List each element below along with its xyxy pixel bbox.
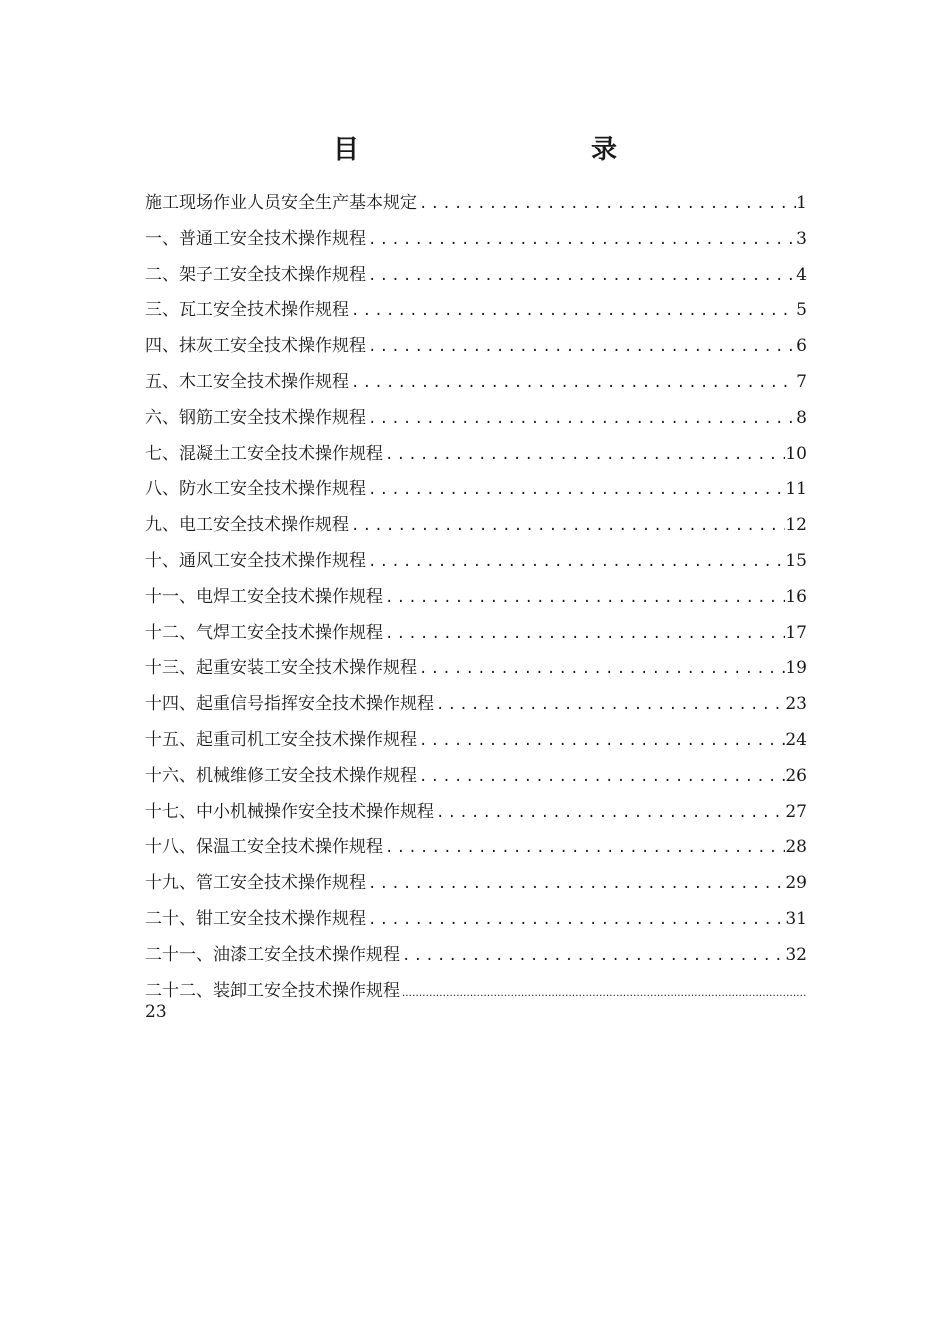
toc-page-number: 19 — [785, 658, 807, 679]
toc-entry-label: 十、通风工安全技术操作规程 — [145, 550, 366, 571]
toc-page-number: 8 — [796, 407, 807, 428]
toc-dot-leader — [417, 724, 785, 760]
toc-page-number: 16 — [785, 586, 807, 607]
toc-entry[interactable] — [145, 866, 807, 902]
toc-entry[interactable] — [145, 795, 807, 831]
toc-page-number: 28 — [785, 837, 807, 858]
toc-entry[interactable] — [145, 723, 807, 759]
toc-entry[interactable] — [145, 365, 807, 401]
toc-entry-label: 十三、起重安装工安全技术操作规程 — [145, 658, 417, 679]
toc-page-number: 24 — [785, 729, 807, 750]
toc-dot-leader — [366, 903, 785, 939]
toc-dot-leader — [383, 831, 785, 867]
toc-dot-leader — [349, 294, 796, 330]
toc-entry[interactable] — [145, 472, 807, 508]
toc-entry[interactable] — [145, 616, 807, 652]
toc-entry-label: 八、防水工安全技术操作规程 — [145, 479, 366, 500]
toc-dot-leader — [349, 509, 785, 545]
toc-entry[interactable] — [145, 938, 807, 974]
toc-page-number: 6 — [796, 336, 807, 357]
toc-entry[interactable] — [145, 687, 807, 723]
toc-entry[interactable] — [145, 902, 807, 938]
toc-entry[interactable] — [145, 830, 807, 866]
toc-entry[interactable] — [145, 508, 807, 544]
toc-dot-leader — [366, 867, 785, 903]
toc-page-number: 27 — [785, 801, 807, 822]
toc-entry-first-line — [145, 974, 807, 1010]
toc-entry-label: 五、木工安全技术操作规程 — [145, 371, 349, 392]
toc-entry[interactable] — [145, 329, 807, 365]
toc-dot-leader — [366, 223, 796, 259]
toc-page-number: 1 — [796, 193, 807, 213]
toc-entry-label: 十六、机械维修工安全技术操作规程 — [145, 765, 417, 786]
toc-dot-leader — [383, 617, 785, 653]
page-title: 目 录 — [332, 135, 677, 165]
toc-dot-leader — [417, 187, 796, 223]
toc-entry[interactable] — [145, 222, 807, 258]
toc-entry-label: 十一、电焊工安全技术操作规程 — [145, 586, 383, 607]
toc-entry[interactable] — [145, 651, 807, 687]
toc-entry[interactable] — [145, 580, 807, 616]
table-of-contents — [145, 186, 807, 1025]
toc-entry[interactable] — [145, 293, 807, 329]
toc-dot-leader — [383, 438, 785, 474]
toc-page-number: 10 — [785, 443, 807, 464]
toc-page-number: 32 — [785, 944, 807, 965]
toc-entry[interactable] — [145, 759, 807, 795]
toc-entry-label: 二十二、装卸工安全技术操作规程 — [145, 980, 400, 1001]
toc-page-number: 4 — [796, 264, 807, 285]
toc-page-number: 26 — [785, 765, 807, 786]
toc-entry[interactable] — [145, 544, 807, 580]
toc-dot-leader — [383, 581, 785, 617]
toc-dot-leader — [417, 760, 785, 796]
toc-dot-leader — [434, 688, 785, 724]
toc-entry-label: 十七、中小机械操作安全技术操作规程 — [145, 801, 434, 822]
toc-entry[interactable] — [145, 437, 807, 473]
toc-entry-label: 二十一、油漆工安全技术操作规程 — [145, 944, 400, 965]
toc-page-number: 15 — [785, 550, 807, 571]
toc-dot-leader — [434, 796, 785, 832]
toc-entry-wrapped[interactable] — [145, 974, 807, 1026]
toc-entry-label: 九、电工安全技术操作规程 — [145, 515, 349, 536]
toc-entry-label: 二十、钳工安全技术操作规程 — [145, 908, 366, 929]
toc-entry-label: 施工现场作业人员安全生产基本规定 — [145, 193, 417, 213]
toc-dot-leader — [417, 652, 785, 688]
toc-entry-label: 二、架子工安全技术操作规程 — [145, 264, 366, 285]
toc-page-number: 23 — [145, 1002, 167, 1023]
toc-entry[interactable] — [145, 186, 807, 222]
toc-entry-label: 十五、起重司机工安全技术操作规程 — [145, 729, 417, 750]
toc-page-number: 3 — [796, 228, 807, 249]
toc-entry[interactable] — [145, 401, 807, 437]
toc-entry-label: 六、钢筋工安全技术操作规程 — [145, 407, 366, 428]
toc-page-number: 12 — [785, 515, 807, 536]
toc-entry-label: 七、混凝土工安全技术操作规程 — [145, 443, 383, 464]
toc-page-number: 5 — [796, 300, 807, 321]
toc-dot-leader — [366, 473, 785, 509]
toc-entry[interactable] — [145, 258, 807, 294]
toc-entry-label: 三、瓦工安全技术操作规程 — [145, 300, 349, 321]
toc-entry-label: 十二、气焊工安全技术操作规程 — [145, 622, 383, 643]
toc-page-number: 7 — [796, 371, 807, 392]
toc-entry-label: 十九、管工安全技术操作规程 — [145, 873, 366, 894]
toc-entry-label: 一、普通工安全技术操作规程 — [145, 228, 366, 249]
toc-dot-leader — [400, 939, 785, 975]
toc-page-number: 31 — [785, 908, 807, 929]
toc-dot-leader — [400, 975, 807, 1011]
toc-entry-label: 十四、起重信号指挥安全技术操作规程 — [145, 694, 434, 715]
toc-page-number: 11 — [785, 479, 807, 500]
toc-dot-leader — [366, 545, 785, 581]
toc-dot-leader — [366, 259, 796, 295]
toc-entry-label: 十八、保温工安全技术操作规程 — [145, 837, 383, 858]
toc-dot-leader — [366, 402, 796, 438]
toc-page-number: 23 — [785, 694, 807, 715]
toc-dot-leader — [349, 366, 796, 402]
toc-entry-label: 四、抹灰工安全技术操作规程 — [145, 336, 366, 357]
toc-page-number: 17 — [785, 622, 807, 643]
toc-page-number: 29 — [785, 873, 807, 894]
toc-dot-leader — [366, 330, 796, 366]
